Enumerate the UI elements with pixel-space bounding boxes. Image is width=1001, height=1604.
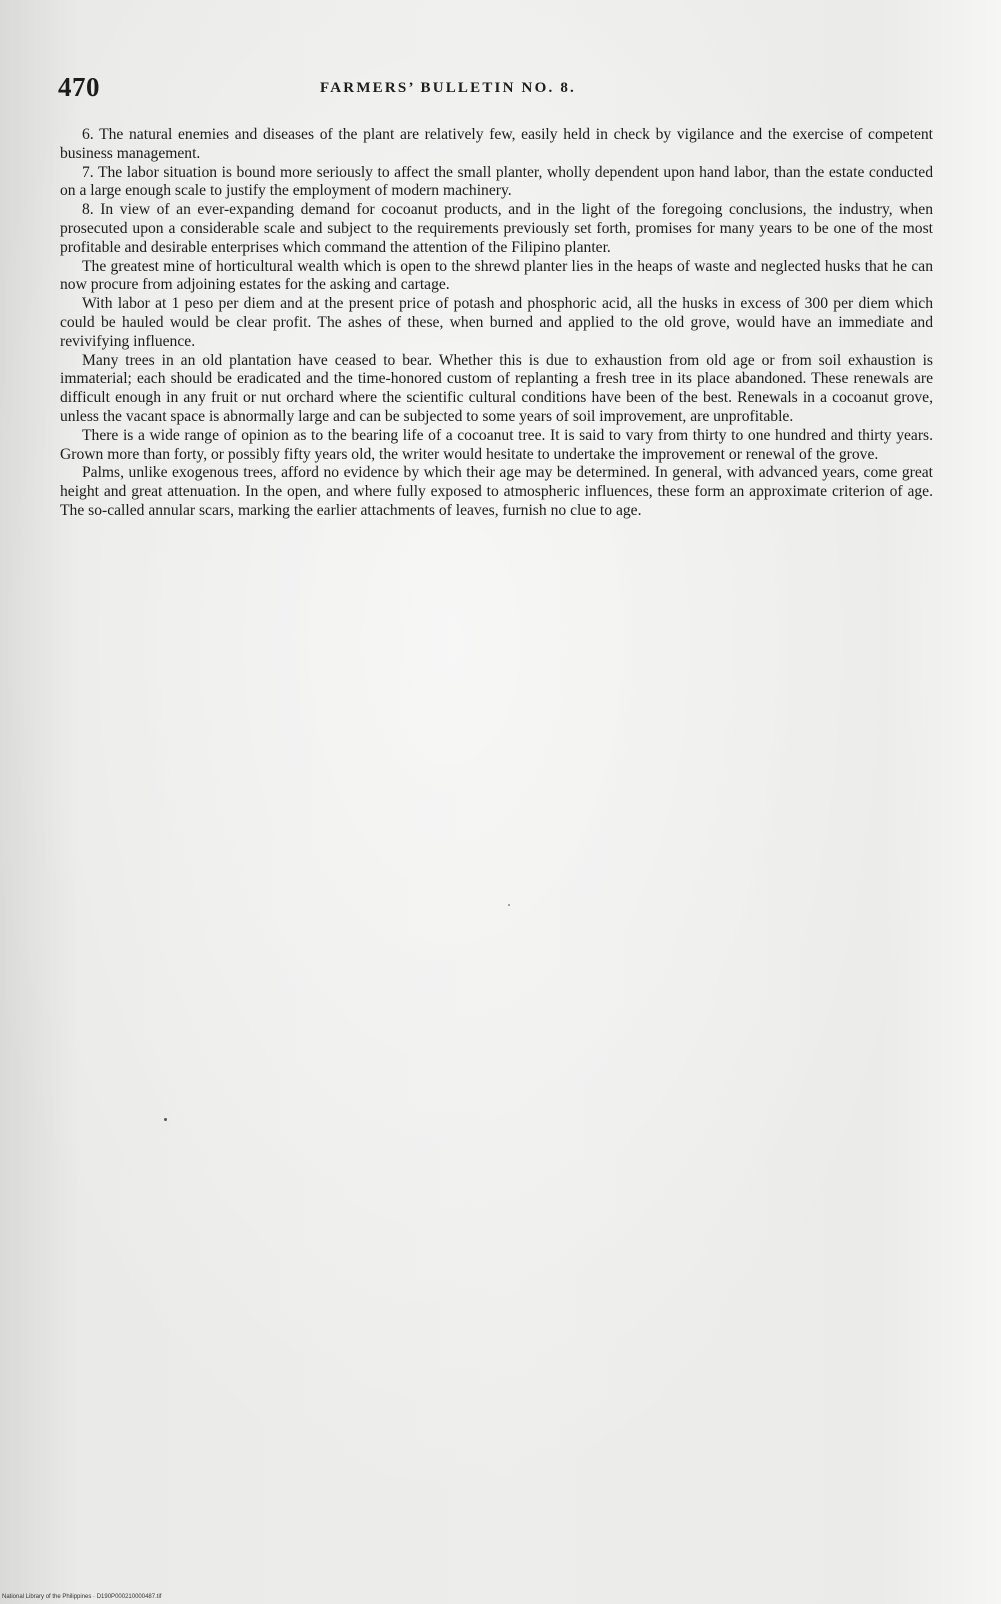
paragraph-old-plantation: Many trees in an old plantation have ceased to bear. Whether this is due to exhaustion from old age or from soil exhaustion is immaterial; each should be eradicated and the time-honored custom of replanting a fresh tree in its place abandoned. These renewals are difficult enough in any fruit or nut orchard where the scientific cultural conditions have been of the best. Renewals in a cocoanut grove, unless the vacant space is abnormally large and can be subjected to some years of soil improvement, are unprofitable. [60, 351, 933, 425]
scan-footer: National Library of the Philippines · D190P000210000487.tif [2, 1594, 162, 1600]
paragraph-bearing-life: There is a wide range of opinion as to the bearing life of a cocoanut tree. It is said to vary from thirty to one hundred and thirty years. Grown more than forty, or possibly fifty years old, the writer would hesitate to undertake the improvement or renewal of the grove. [60, 426, 933, 463]
scan-speck [164, 1118, 167, 1121]
body-text [60, 126, 933, 521]
paragraph-horticultural-wealth: The greatest mine of horticultural wealth which is open to the shrewd planter lies in the heaps of waste and neglected husks that he can now procure from adjoining estates for the asking and cartage. [60, 257, 933, 294]
paragraph-labor-peso: With labor at 1 peso per diem and at the present price of potash and phosphoric acid, all the husks in excess of 300 per diem which could be hauled would be clear profit. The ashes of these, when burned and applied to the old grove, would have an immediate and revivifying influence. [60, 295, 933, 350]
paragraph-6: 6. The natural enemies and diseases of the plant are relatively few, easily held in check by vigilance and the exercise of competent business management. [60, 126, 933, 162]
paragraph-palms-age: Palms, unlike exogenous trees, afford no evidence by which their age may be determined. In general, with advanced years, come great height and great attenuation. In the open, and where fully exposed to atmospheric influences, these form an approximate criterion of age. The so-called annular scars, marking the earlier attachments of leaves, furnish no clue to age. [60, 464, 933, 519]
scan-speck [508, 904, 510, 906]
page-number: 470 [58, 72, 100, 102]
paragraph-8: 8. In view of an ever-expanding demand for cocoanut products, and in the light of the foregoing conclusions, the industry, when prosecuted upon a considerable scale and subject to the requirements previously set forth, promises for many years to be one of the most profitable and desirable enterprises which command the attention of the Filipino planter. [60, 201, 933, 256]
running-head: FARMERS’ BULLETIN NO. 8. [320, 80, 577, 96]
paragraph-7: 7. The labor situation is bound more seriously to affect the small planter, wholly dependent upon hand labor, than the estate conducted on a large enough scale to justify the employment of modern machinery. [60, 163, 933, 200]
page-header [58, 72, 938, 112]
